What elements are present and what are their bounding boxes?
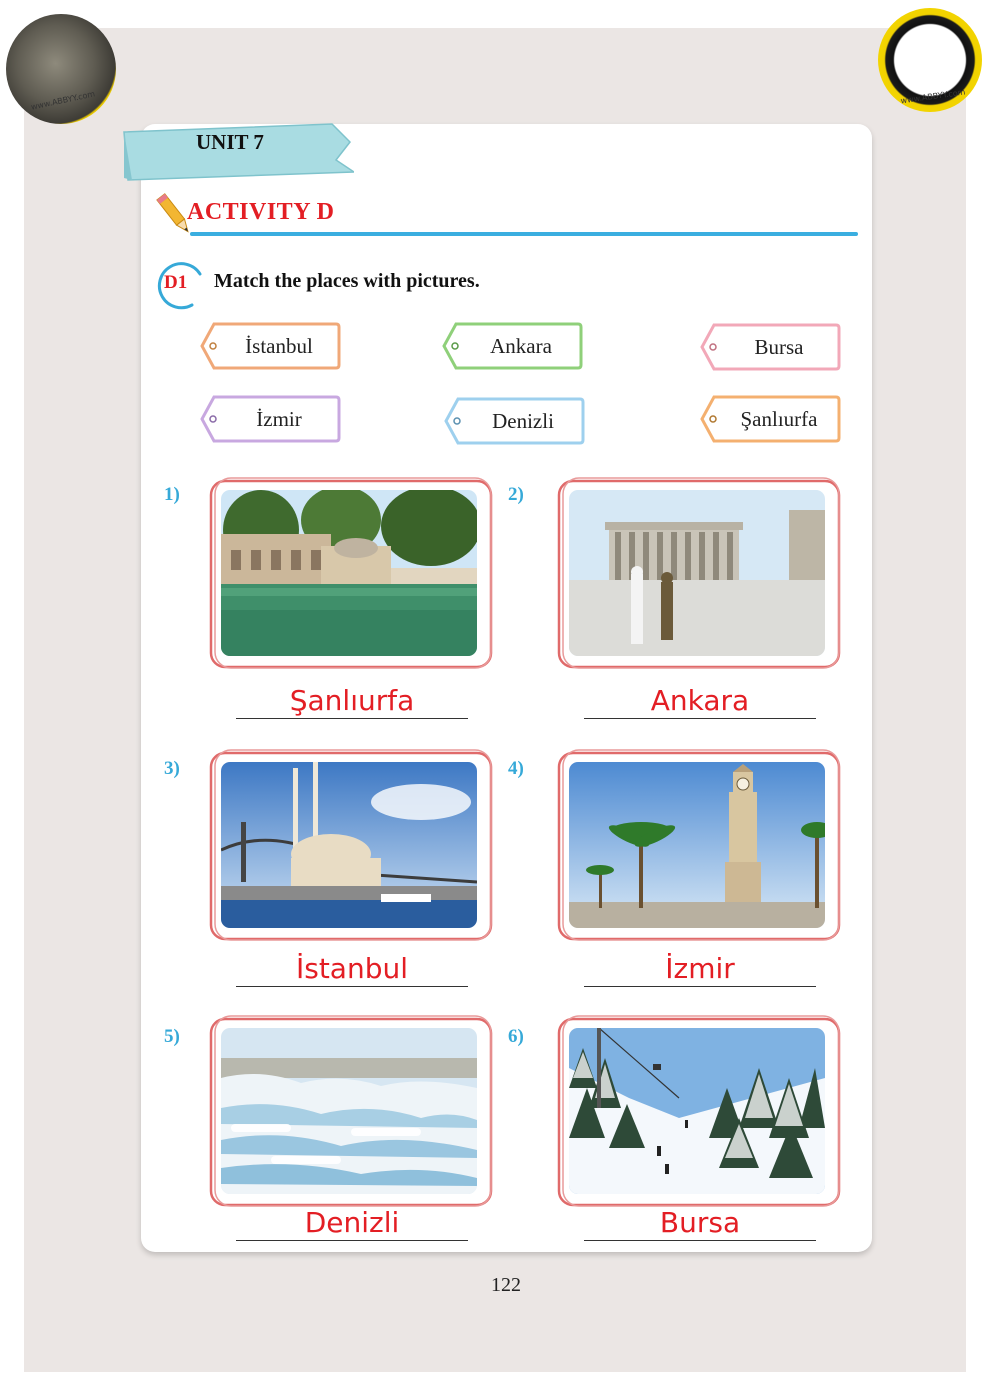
place-tag-istanbul xyxy=(200,321,342,371)
answer-text: İstanbul xyxy=(295,952,409,985)
exercise-instruction: Match the places with pictures. xyxy=(214,270,480,292)
clock-tower-photo xyxy=(569,762,825,928)
tag-label: Şanlıurfa xyxy=(740,407,818,431)
picture-number: 2) xyxy=(508,484,524,505)
picture-frame-4 xyxy=(555,748,843,944)
answer-line xyxy=(236,986,468,987)
answer-line xyxy=(584,1240,816,1241)
picture-frame-3 xyxy=(207,748,495,944)
unit-label: UNIT 7 xyxy=(196,130,264,154)
abbyy-logo-right-icon xyxy=(878,8,982,112)
place-tag-sanliurfa xyxy=(700,394,842,444)
pool-mosque-photo xyxy=(221,490,477,656)
tag-label: İzmir xyxy=(256,407,302,431)
logo-left-text: www.ABBYY.com xyxy=(30,89,96,112)
place-tag-bursa xyxy=(700,322,842,372)
place-tag-izmir xyxy=(200,394,342,444)
page-number: 122 xyxy=(491,1274,521,1296)
picture-frame-5 xyxy=(207,1014,495,1210)
answer-text: İzmir xyxy=(665,952,735,985)
answer-line xyxy=(584,986,816,987)
exercise-code: D1 xyxy=(164,272,188,293)
place-tag-ankara xyxy=(442,321,584,371)
tag-label: İstanbul xyxy=(245,334,313,358)
picture-frame-2 xyxy=(555,476,843,672)
ski-slope-photo xyxy=(569,1028,825,1194)
logo-right-text: www.ABBYY.com xyxy=(900,87,966,106)
answer-line xyxy=(236,1240,468,1241)
answer-text: Denizli xyxy=(304,1206,400,1239)
answer-line xyxy=(236,718,468,719)
picture-frame-1 xyxy=(207,476,495,672)
picture-number: 1) xyxy=(164,484,180,505)
place-tag-denizli xyxy=(444,396,586,446)
tag-label: Ankara xyxy=(490,334,552,358)
tag-label: Bursa xyxy=(754,335,804,359)
answer-text: Şanlıurfa xyxy=(289,684,415,717)
picture-number: 3) xyxy=(164,758,180,779)
picture-frame-6 xyxy=(555,1014,843,1210)
abbyy-logo-left-icon xyxy=(6,14,116,124)
answer-text: Ankara xyxy=(650,684,750,717)
answer-line xyxy=(584,718,816,719)
picture-number: 6) xyxy=(508,1026,524,1047)
picture-number: 4) xyxy=(508,758,524,779)
activity-title: ACTIVITY D xyxy=(187,199,335,225)
picture-number: 5) xyxy=(164,1026,180,1047)
mosque-bridge-photo xyxy=(221,762,477,928)
mausoleum-photo xyxy=(569,490,825,656)
answer-text: Bursa xyxy=(659,1206,741,1239)
activity-title-underline xyxy=(190,232,858,236)
travertine-terraces-photo xyxy=(221,1028,477,1194)
tag-label: Denizli xyxy=(492,409,554,433)
